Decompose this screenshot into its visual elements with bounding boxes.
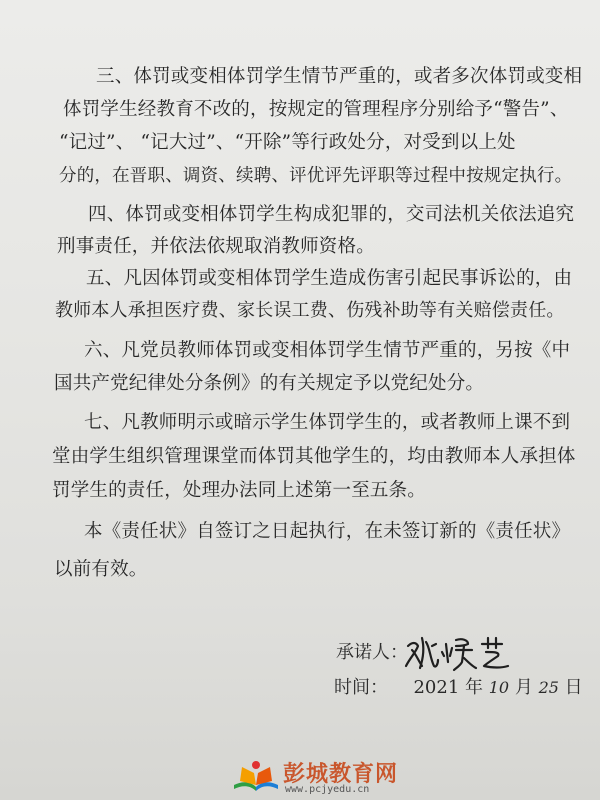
text-line: 三、体罚或变相体罚学生情节严重的，或者多次体罚或变相 xyxy=(96,66,583,87)
date-year-suffix: 年 xyxy=(465,677,484,698)
text-line: 七、凡教师明示或暗示学生体罚学生的，或者教师上课不到 xyxy=(84,412,571,433)
text-line: 以前有效。 xyxy=(54,559,148,580)
watermark-title: 彭城教育网 xyxy=(283,762,399,787)
date-year: 2021 xyxy=(413,677,460,698)
date-day-suffix: 日 xyxy=(564,677,583,698)
date-month: 10 xyxy=(488,678,510,697)
watermark-logo-icon xyxy=(232,759,280,793)
text-line: 五、凡因体罚或变相体罚学生造成伤害引起民事诉讼的，由 xyxy=(86,268,573,289)
text-line: 国共产党纪律处分条例》的有关规定予以党纪处分。 xyxy=(54,373,485,394)
watermark-url: www.pcjyedu.cn xyxy=(285,784,370,795)
text-line: 教师本人承担医疗费、家长误工费、伤残补助等有关赔偿责任。 xyxy=(55,300,565,321)
text-line: 四、体罚或变相体罚学生构成犯罪的，交司法机关依法追究 xyxy=(88,204,575,225)
date-day: 25 xyxy=(538,678,559,697)
date-label: 时间： xyxy=(334,677,388,698)
text-line: “记过”、 “记大过”、“开除”等行政处分，对受到以上处 xyxy=(59,132,516,153)
text-line: 刑事责任，并依法依规取消教师资格。 xyxy=(57,236,375,257)
site-watermark xyxy=(232,757,422,797)
text-line: 六、凡党员教师体罚或变相体罚学生情节严重的，另按《中 xyxy=(84,340,571,361)
text-line: 罚学生的责任，处理办法同上述第一至五条。 xyxy=(52,480,427,501)
handwritten-signature xyxy=(402,632,512,672)
text-line: 体罚学生经教育不改的，按规定的管理程序分别给予“警告”、 xyxy=(63,99,569,120)
date-line xyxy=(334,673,583,699)
text-line: 分的，在晋职、调资、续聘、评优评先评职等过程中按规定执行。 xyxy=(59,166,573,186)
signer-label: 承诺人： xyxy=(336,642,408,663)
text-line: 本《责任状》自签订之日起执行，在未签订新的《责任状》 xyxy=(84,521,571,542)
text-line: 堂由学生组织管理课堂而体罚其他学生的，均由教师本人承担体 xyxy=(52,446,576,467)
date-month-suffix: 月 xyxy=(514,677,533,698)
